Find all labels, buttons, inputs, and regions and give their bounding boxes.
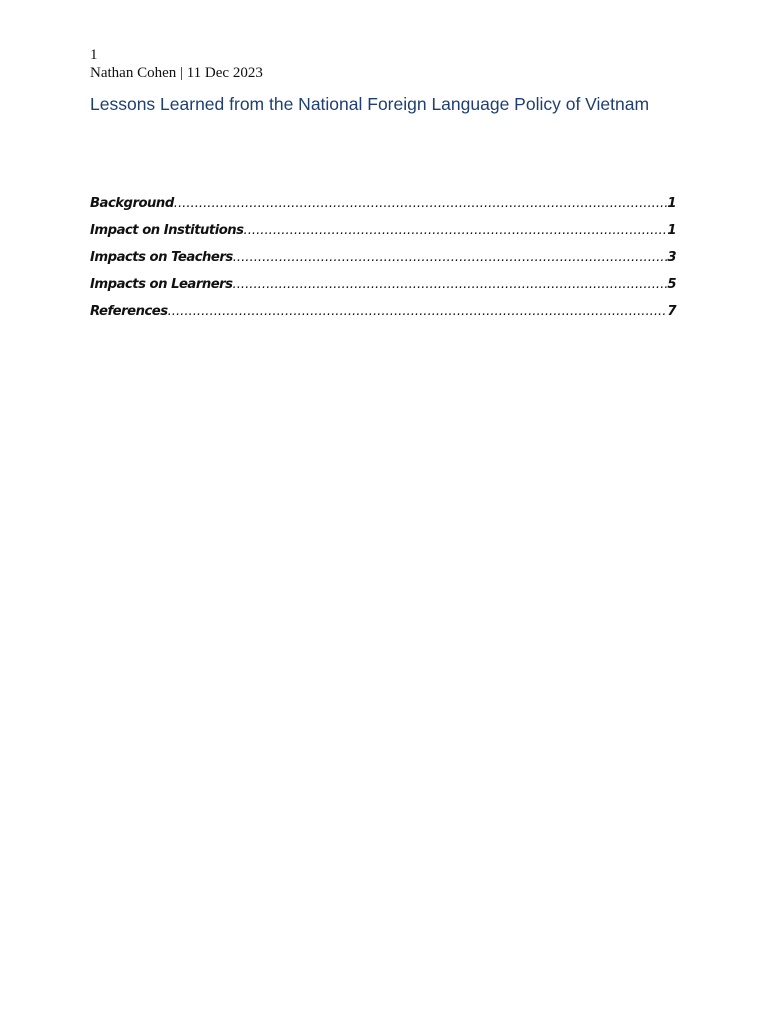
page-number: 1 <box>90 47 98 63</box>
toc-entry-impacts-on-learners[interactable] <box>90 276 676 303</box>
toc-entry-page: 1 <box>667 196 676 211</box>
toc-dot-leader <box>168 303 668 321</box>
document-title: Lessons Learned from the National Foreign Language Policy of Vietnam <box>90 94 650 114</box>
toc-dot-leader <box>233 249 668 267</box>
toc-entry-page: 7 <box>667 304 676 319</box>
toc-entry-impact-on-institutions[interactable] <box>90 222 676 249</box>
toc-entry-background[interactable] <box>90 195 676 222</box>
toc-entry-label: Background <box>90 196 174 211</box>
toc-entry-page: 3 <box>667 250 676 265</box>
toc-entry-page: 1 <box>667 223 676 238</box>
toc-entry-label: References <box>90 304 168 319</box>
toc-dot-leader <box>174 195 668 213</box>
toc-entry-label: Impacts on Teachers <box>90 250 233 265</box>
toc-entry-page: 5 <box>667 277 676 292</box>
toc-entry-label: Impacts on Learners <box>90 277 233 292</box>
toc-entry-references[interactable] <box>90 303 676 330</box>
author-date-header: Nathan Cohen | 11 Dec 2023 <box>90 65 263 81</box>
toc-dot-leader <box>244 222 668 240</box>
toc-entry-impacts-on-teachers[interactable] <box>90 249 676 276</box>
table-of-contents <box>90 195 676 330</box>
toc-dot-leader <box>233 276 668 294</box>
toc-entry-label: Impact on Institutions <box>90 223 244 238</box>
